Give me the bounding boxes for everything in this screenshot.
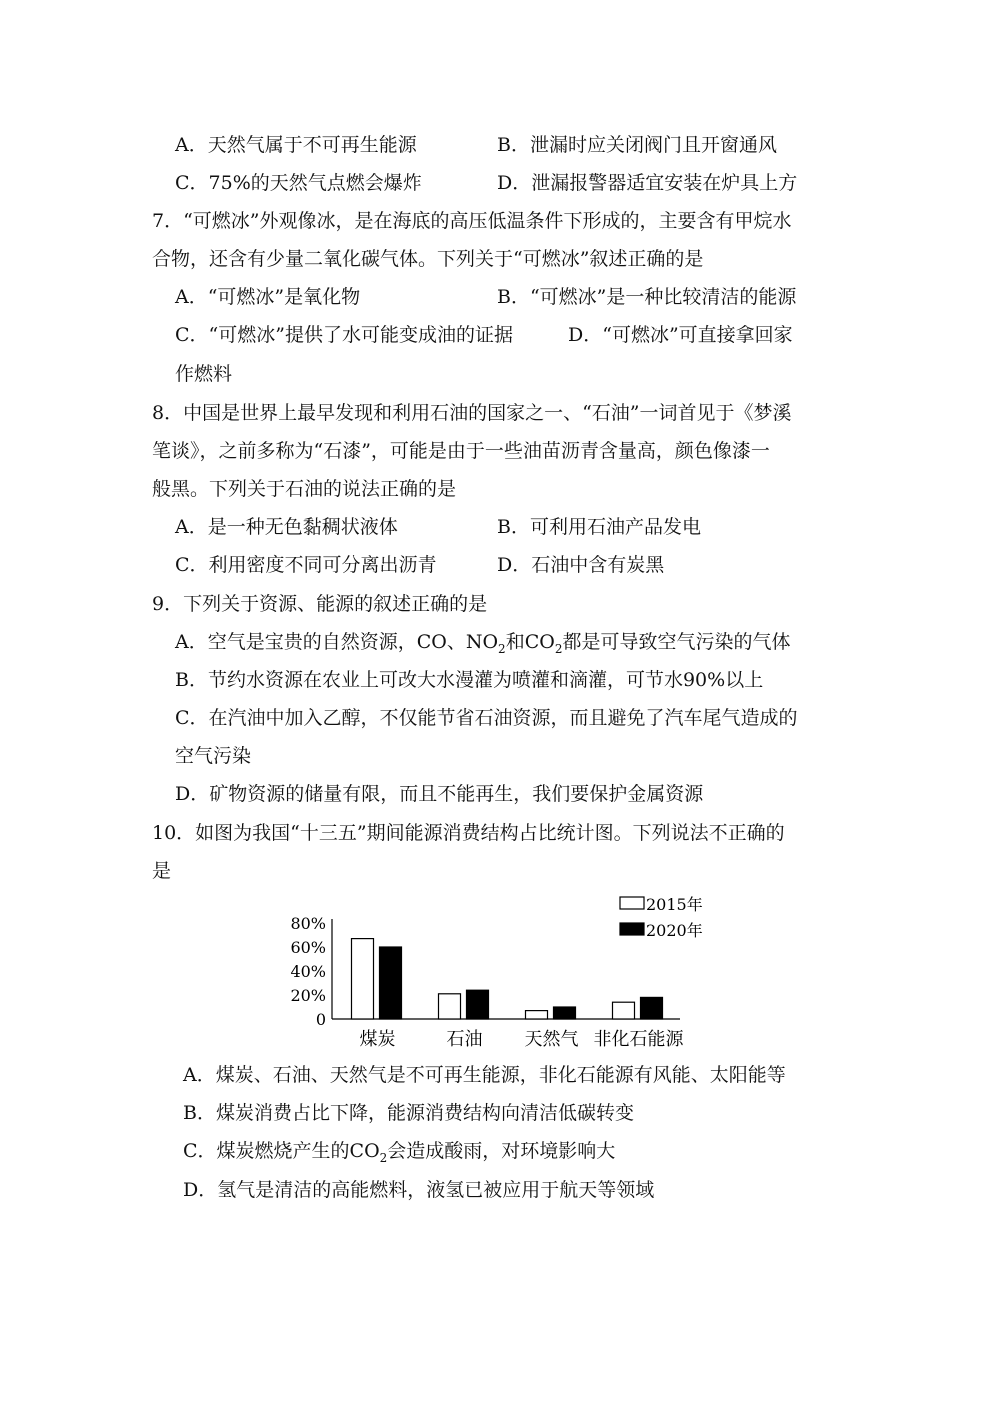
- q8-option-a: A．是一种无色黏稠状液体: [175, 516, 398, 538]
- subscript-2: 2: [498, 642, 506, 656]
- q10-stem-line1: 10．如图为我国“十三五”期间能源消费结构占比统计图。下列说法不正确的: [152, 822, 785, 844]
- legend-swatch: [620, 897, 644, 909]
- q10-option-d: D．氢气是清洁的高能燃料，液氢已被应用于航天等领域: [183, 1179, 655, 1201]
- q8-option-b: B．可利用石油产品发电: [497, 516, 701, 538]
- legend-label: 2020年: [646, 921, 703, 940]
- y-tick-label: 80%: [290, 914, 326, 933]
- subscript-2: 2: [379, 1151, 388, 1165]
- q6-option-a: A．天然气属于不可再生能源: [175, 134, 417, 156]
- q10-option-a: A．煤炭、石油、天然气是不可再生能源，非化石能源有风能、太阳能等: [183, 1064, 786, 1086]
- bar: [380, 947, 402, 1019]
- y-tick-label: 60%: [290, 938, 326, 957]
- q8-stem-line2: 笔谈》，之前多称为“石漆”，可能是由于一些油苗沥青含量高，颜色像漆一: [152, 440, 770, 462]
- q7-option-d: D．“可燃冰”可直接拿回家: [568, 324, 793, 346]
- q8-stem-line3: 般黑。下列关于石油的说法正确的是: [152, 478, 457, 500]
- q7-stem-line1: 7．“可燃冰”外观像冰，是在海底的高压低温条件下形成的，主要含有甲烷水: [152, 210, 792, 232]
- y-tick-label: 0: [315, 1010, 326, 1029]
- q9-option-c: C．在汽油中加入乙醇，不仅能节省石油资源，而且避免了汽车尾气造成的: [175, 707, 798, 729]
- legend-swatch: [620, 923, 644, 935]
- q7-stem-line2: 合物，还含有少量二氧化碳气体。下列关于“可燃冰”叙述正确的是: [152, 248, 704, 270]
- q10-stem-line2: 是: [152, 860, 172, 882]
- q7-option-c: C．“可燃冰”提供了水可能变成油的证据: [175, 324, 513, 346]
- q9-stem: 9．下列关于资源、能源的叙述正确的是: [152, 593, 488, 615]
- q8-option-c: C．利用密度不同可分离出沥青: [175, 554, 437, 576]
- bar: [352, 939, 374, 1019]
- q7-option-a: A．“可燃冰”是氧化物: [175, 286, 361, 308]
- q8-stem-line1: 8．中国是世界上最早发现和利用石油的国家之一、“石油”一词首见于《梦溪: [152, 402, 792, 424]
- bar: [613, 1002, 635, 1019]
- x-tick-label: 石油: [446, 1029, 483, 1050]
- q9-option-c-cont: 空气污染: [175, 745, 252, 767]
- energy-consumption-bar-chart: [280, 885, 720, 1055]
- y-tick-label: 40%: [290, 962, 326, 981]
- subscript-2: 2: [554, 642, 563, 656]
- bar: [526, 1011, 548, 1019]
- q8-option-d: D．石油中含有炭黑: [497, 554, 665, 576]
- q10-option-b: B．煤炭消费占比下降，能源消费结构向清洁低碳转变: [183, 1102, 634, 1124]
- x-tick-label: 非化石能源: [593, 1029, 684, 1050]
- q9-option-a: A．空气是宝贵的自然资源，CO、$NO_2$和$CO_2$都是可导致空气污染的气体: [175, 631, 791, 656]
- y-tick-label: 20%: [290, 986, 326, 1005]
- bar: [554, 1007, 576, 1019]
- legend-label: 2015年: [646, 895, 703, 914]
- bar: [641, 997, 663, 1019]
- q7-option-b: B．“可燃冰”是一种比较清洁的能源: [497, 286, 797, 308]
- q9-option-d: D．矿物资源的储量有限，而且不能再生，我们要保护金属资源: [175, 783, 704, 805]
- q6-option-d: D．泄漏报警器适宜安装在炉具上方: [497, 172, 798, 194]
- q6-option-c: C．75%的天然气点燃会爆炸: [175, 172, 422, 194]
- bar: [467, 990, 489, 1019]
- q9-option-b: B．节约水资源在农业上可改大水漫灌为喷灌和滴灌，可节水90%以上: [175, 669, 764, 691]
- bar: [439, 994, 461, 1019]
- x-tick-label: 煤炭: [359, 1029, 396, 1050]
- q10-option-c: C．煤炭燃烧产生的$CO_2$会造成酸雨，对环境影响大: [183, 1140, 616, 1165]
- q6-option-b: B．泄漏时应关闭阀门且开窗通风: [497, 134, 777, 156]
- q7-option-d-cont: 作燃料: [175, 363, 233, 385]
- x-tick-label: 天然气: [524, 1029, 579, 1050]
